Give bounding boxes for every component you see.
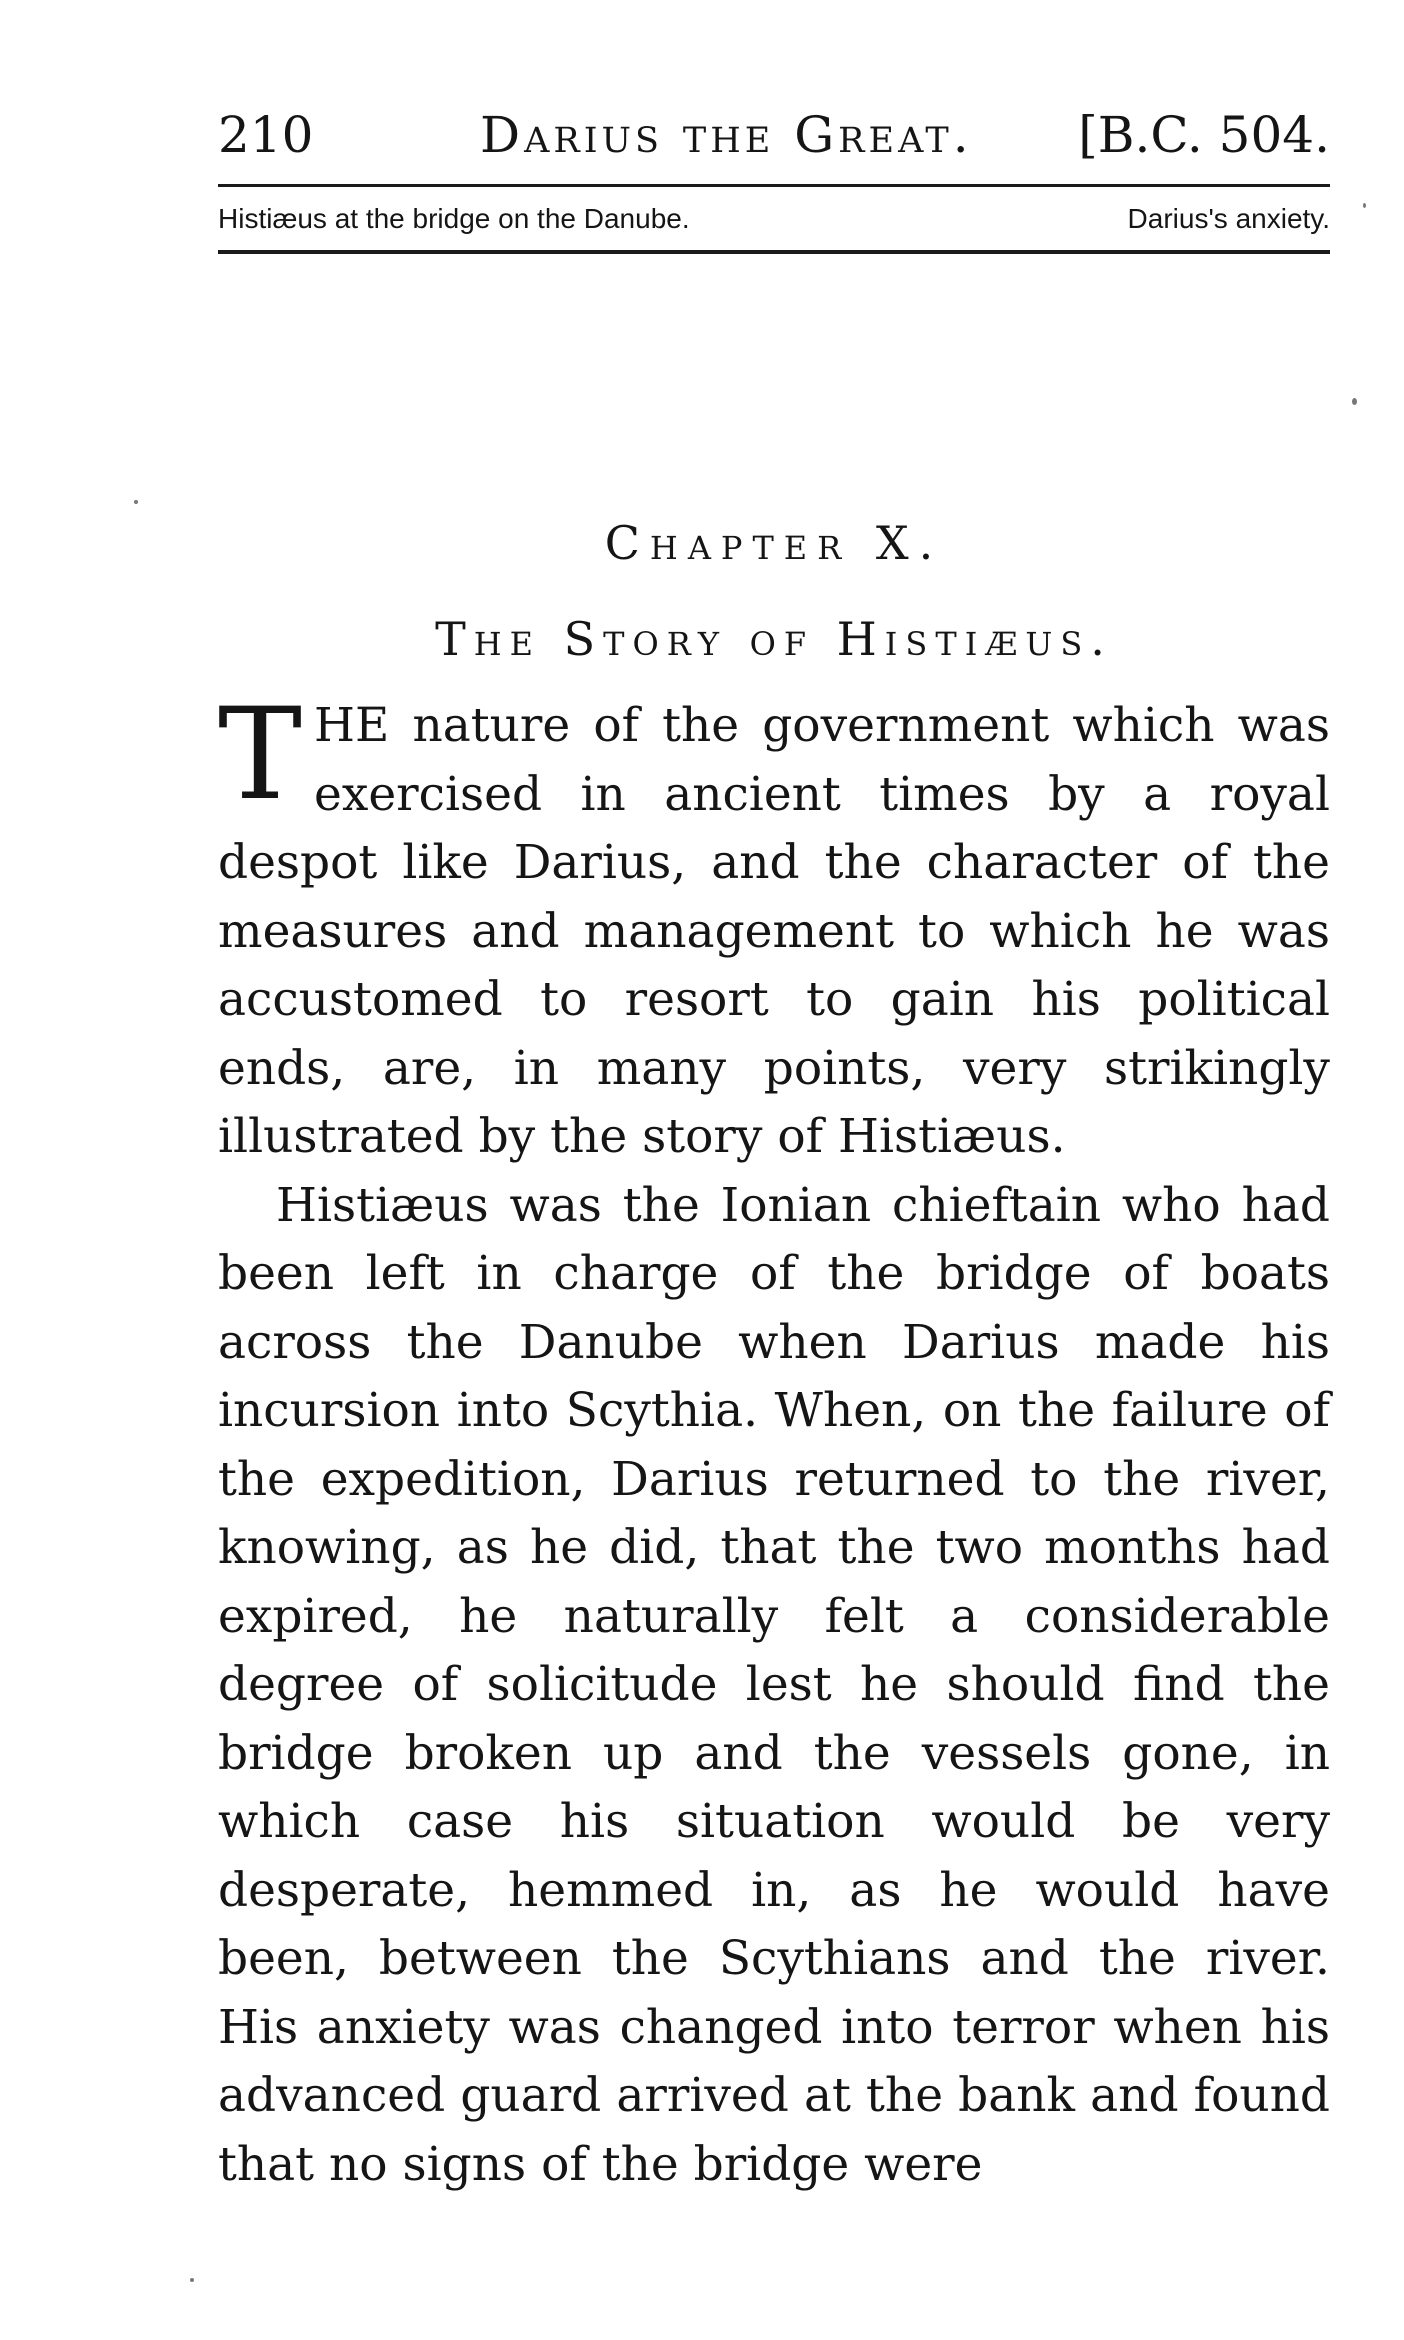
marginal-notes [218, 196, 1330, 242]
page-number: 210 [218, 106, 314, 164]
running-title: Darius the Great. [480, 106, 973, 164]
paragraph-text: HE nature of the government which was exercised in ancient times by a royal despot like Darius, and the character of the measures and management to which he was accustomed to resort to gain his political ends, are, in many points, very strikingly illustrated by the story of Histiæus. [218, 698, 1330, 1164]
page-header [218, 100, 1330, 170]
sidenote-right: Darius's anxiety. [1127, 203, 1330, 234]
body-text [218, 681, 1330, 2199]
print-speck [134, 500, 138, 504]
date-reference: [B.C. 504. [1078, 106, 1330, 164]
print-speck [190, 2278, 194, 2282]
paragraph: Histiæus was the Ionian chieftain who had been left in charge of the bridge of boats across the Danube when Darius made his incursion into Scythia. When, on the failure of the expedition, Darius returned to the river, knowing, as he did, that the two months had expired, he naturally felt a considerable degree of solicitude lest he should find the bridge broken up and the vessels gone, in which case his situation would be very desperate, hemmed in, as he would have been, between the Scythians and the river. His anxiety was changed into terror when his advanced guard arrived at the bank and found that no signs of the bridge were [218, 1177, 1330, 2192]
chapter-heading: Chapter X. [604, 516, 944, 570]
print-speck [1363, 203, 1366, 208]
print-speck [1352, 398, 1357, 405]
sidenote-left: Histiæus at the bridge on the Danube. [218, 203, 690, 234]
header-rule-top [218, 184, 1330, 187]
paragraph [218, 681, 1330, 1172]
drop-cap: T [218, 681, 303, 828]
chapter-title: The Story of Histiæus. [435, 612, 1113, 666]
header-rule-bottom [218, 250, 1330, 254]
